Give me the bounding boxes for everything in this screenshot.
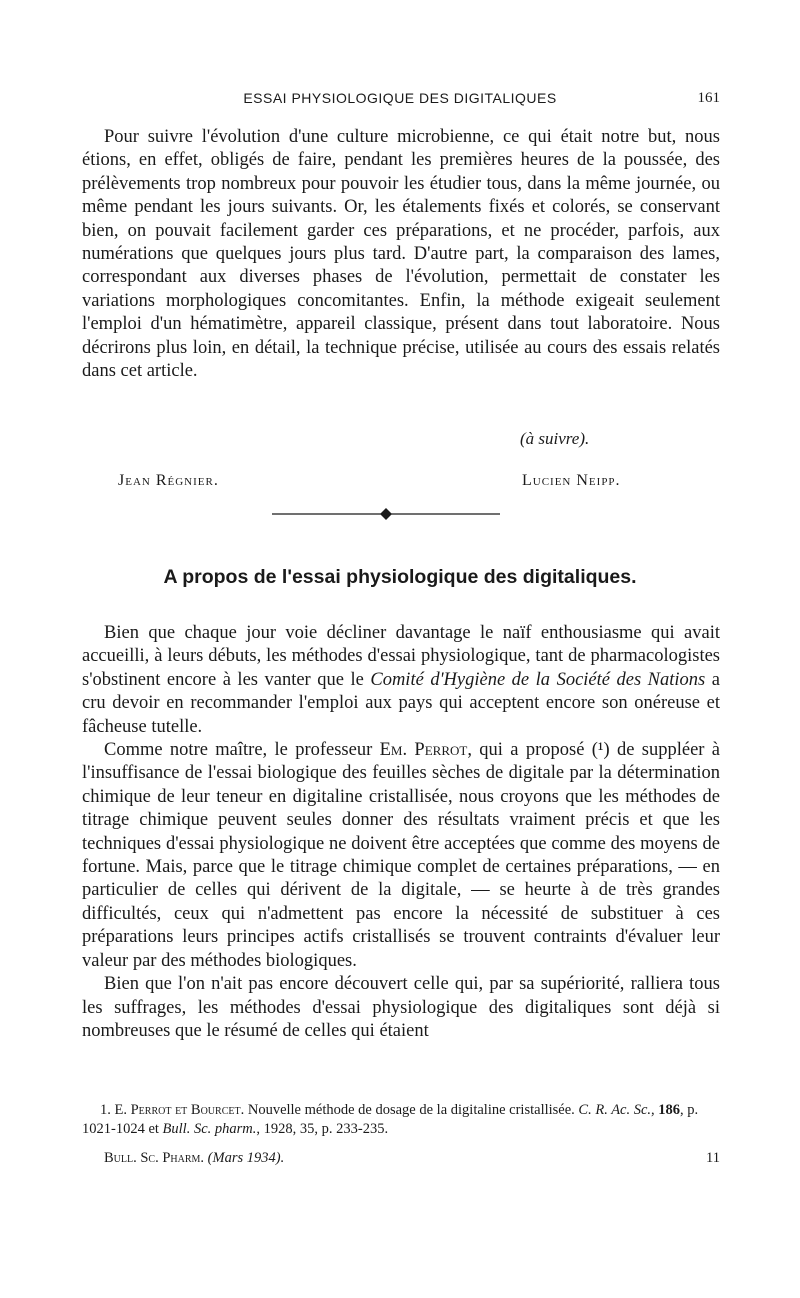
paragraph-1: Pour suivre l'évolution d'une culture microbienne, ce qui était notre but, nous étions, en effet, obligés de faire, pendant les premières heures de la poussée, des prélèvements trop nombreux pour pouvoir les étudier tous, dans la même journée, ou même pendant les jours suivants. Or, les étalements fixés et colorés, se conservant bien, on pouvait facilement garder ces préparations, et ne procéder, parfois, aux numérations que quelques jours plus tard. D'autre part, la comparaison des lames, correspondant aux diverses phases de l'évolution, permettait de constater les variations morphologiques concomitantes. Enfin, la méthode exigeait seulement l'emploi d'un hématimètre, appareil classique, présent dans tout laboratoire. Nous décrirons plus loin, en détail, la technique précise, utilisée au cours des essais relatés dans cet article. xyxy=(82,127,720,382)
paragraph-2-text-a: Bien que chaque jour voie décliner davantage le naïf enthousiasme qui avait accueilli, à leurs débuts, les méthodes d'essai physiologique, tant de pharmacologistes s'obstinent encore à les vanter que le xyxy=(82,623,720,690)
paragraph-3-text-b: , qui a proposé (¹) de suppléer à l'insuffisance de l'essai biologique des feuilles sèches de digitale par la détermination chimique de leur teneur en digitaline cristallisée, nous croyons que les méthodes de titrage chimique peuvent seules donner des résultats vraiment précis et que les techniques d'essai physiologique ne doivent être acceptées que comme des moyens de fortune. Mais, parce que le titrage chimique complet de certaines préparations, — en particulier de celles qui dérivent de la digitale, — se heurte à de très grandes difficultés, ceux qui n'admettent pas encore la nécessité de substituer à ces préparations leurs principes actifs cristallisés se trouvent contraints d'évaluer leur valeur par des méthodes biologiques. xyxy=(82,740,720,971)
page-number: 161 xyxy=(697,90,720,106)
footnote-line: 1. E. Perrot et Bourcet. Nouvelle méthode de dosage de la digitaline cristallisée. C. R. Ac. Sc., 186, p. 1021-1024 et Bull. Sc. pharm., 1928, 35, p. 233-235. xyxy=(82,1102,699,1137)
author-signature-left: Jean Régnier. xyxy=(118,472,219,489)
paragraph-2 xyxy=(82,622,720,739)
signature-number: 11 xyxy=(706,1150,720,1166)
footnote-pages: , p. 1021-1024 et xyxy=(82,1102,699,1137)
paragraph-3 xyxy=(82,739,720,973)
page-header xyxy=(80,90,720,114)
footer-journal: Bull. Sc. Pharm. xyxy=(104,1150,205,1166)
paragraph-3-text-a: Comme notre maître, le professeur xyxy=(104,740,380,761)
paragraph-4: Bien que l'on n'ait pas encore découvert celle qui, par sa supériorité, ralliera tous les suffrages, les méthodes d'essai physiologique des digitaliques sont déjà si nombreuses que le résumé de celles qui étaient xyxy=(82,974,720,1041)
section-divider xyxy=(272,506,500,522)
footnote-journal-1: C. R. Ac. Sc. xyxy=(578,1102,652,1118)
author-signature-right: Lucien Neipp. xyxy=(522,472,621,489)
footer-date: (Mars 1934). xyxy=(207,1150,285,1166)
paragraph-2-text-b: a cru devoir en recommander l'emploi aux pays qui acceptent encore son onéreuse et fâcheuse tutelle. xyxy=(82,669,720,737)
footnote-authors: Perrot et Bourcet xyxy=(130,1102,241,1118)
page-footer xyxy=(104,1150,720,1167)
professor-name: Em. Perrot xyxy=(379,740,468,761)
article-title: A propos de l'essai physiologique des digitaliques. xyxy=(163,566,637,588)
running-title: ESSAI PHYSIOLOGIQUE DES DIGITALIQUES xyxy=(243,90,557,106)
footnote-journal-2: Bull. Sc. pharm. xyxy=(162,1121,257,1137)
footnote-ref-2: , 1928, 35, p. 233-235. xyxy=(256,1121,389,1137)
footnote-volume: 186 xyxy=(658,1102,681,1118)
footnote xyxy=(82,1101,720,1139)
continued-article-text xyxy=(82,126,720,383)
to-be-continued-note: (à suivre). xyxy=(520,429,590,448)
article-body xyxy=(82,622,720,1043)
footnote-title: . Nouvelle méthode de dosage de la digitaline cristallisée. xyxy=(240,1102,575,1118)
footnote-marker: 1. E. xyxy=(100,1102,131,1118)
committee-name: Comité d'Hygiène de la Société des Nations xyxy=(370,669,706,690)
